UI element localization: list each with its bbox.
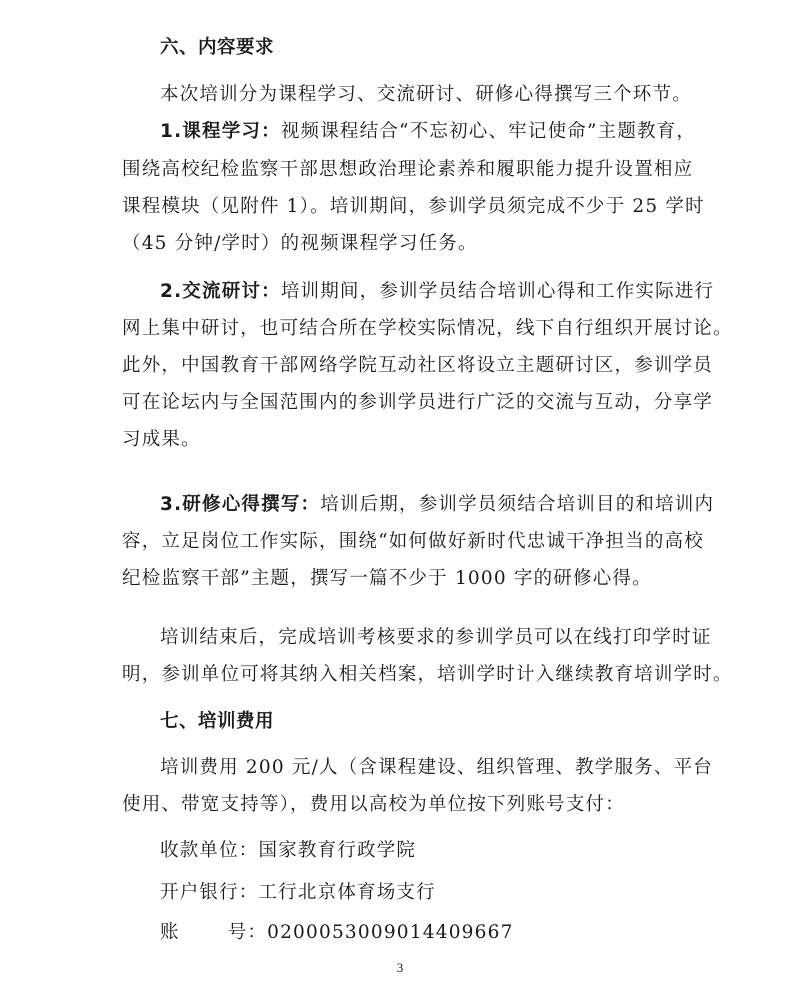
payee-row <box>160 839 682 863</box>
account-label: 账 <box>160 922 180 943</box>
bank-label: 开户银行： <box>160 882 259 903</box>
payee-label: 收款单位： <box>160 840 259 861</box>
item3-line: 纪检监察干部”主题，撰写一篇不少于 1000 字的研修心得。 <box>122 568 652 589</box>
item2-first-line <box>160 280 715 304</box>
bank-row <box>160 881 682 905</box>
item2-text: 培训期间，参训学员结合培训心得和工作实际进行 <box>280 281 715 302</box>
item3-line: 容，立足岗位工作实际，围绕“如何做好新时代忠诚干净担当的高校 <box>122 531 704 552</box>
payee-value: 国家教育行政学院 <box>258 840 417 861</box>
item2-line: 此外，中国教育干部网络学院互动社区将设立主题研讨区，参训学员 <box>122 355 714 376</box>
section-heading-training-fees: 七、培训费用 <box>160 711 275 732</box>
closing-line: 明，参训单位可将其纳入相关档案，培训学时计入继续教育培训学时。 <box>122 664 733 685</box>
item3-label: 3.研修心得撰写： <box>160 494 321 515</box>
account-value: 0200053009014409667 <box>267 922 514 943</box>
item1-line: 课程模块（见附件 1）。培训期间，参训学员须完成不少于 25 学时 <box>122 196 705 217</box>
account-label: 号： <box>227 922 268 943</box>
fee-line: 培训费用 200 元/人（含课程建设、组织管理、教学服务、平台 <box>160 757 714 778</box>
page-number: 3 <box>396 960 404 975</box>
item2-line: 网上集中研讨，也可结合所在学校实际情况，线下自行组织开展讨论。 <box>122 318 733 339</box>
item1-label: 1.课程学习： <box>160 121 281 142</box>
item3-first-line <box>160 493 715 517</box>
closing-line: 培训结束后，完成培训考核要求的参训学员可以在线打印学时证 <box>160 627 712 648</box>
account-row <box>160 921 682 945</box>
item3-text: 培训后期，参训学员须结合培训目的和培训内 <box>320 494 715 515</box>
item2-line: 习成果。 <box>122 429 201 450</box>
section-heading-content-requirements: 六、内容要求 <box>160 37 275 58</box>
item1-first-line <box>160 120 697 144</box>
item1-line: 围绕高校纪检监察干部思想政治理论素养和履职能力提升设置相应 <box>122 159 694 180</box>
item2-line: 可在论坛内与全国范围内的参训学员进行广泛的交流与互动，分享学 <box>122 392 714 413</box>
fee-line: 使用、带宽支持等），费用以高校为单位按下列账号支付： <box>122 794 625 815</box>
item1-text: 视频课程结合“不忘初心、牢记使命”主题教育， <box>280 121 697 142</box>
bank-value: 工行北京体育场支行 <box>258 882 436 903</box>
item1-line: （45 分钟/学时）的视频课程学习任务。 <box>122 233 478 254</box>
item2-label: 2.交流研讨： <box>160 281 281 302</box>
paragraph-intro: 本次培训分为课程学习、交流研讨、研修心得撰写三个环节。 <box>160 84 692 105</box>
